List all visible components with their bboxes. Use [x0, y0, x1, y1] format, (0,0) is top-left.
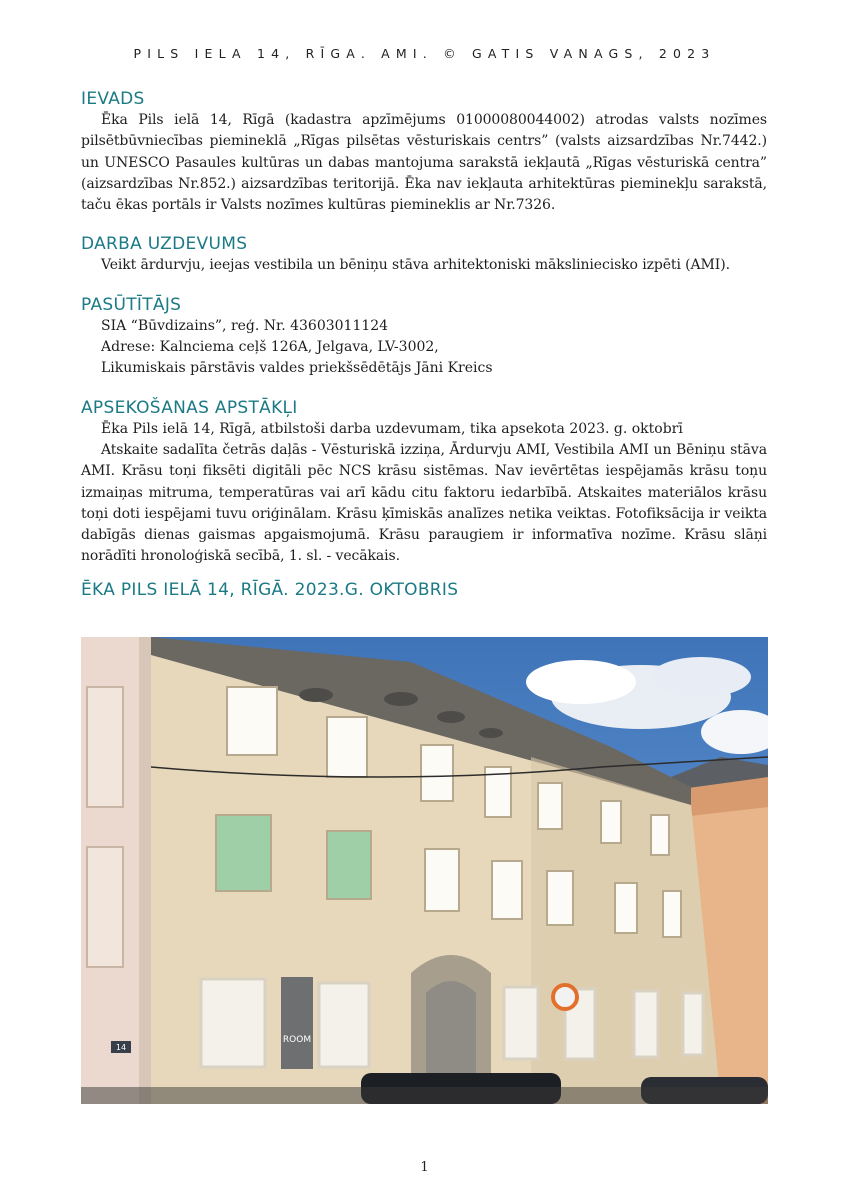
section-title-pasutitajs: PASŪTĪTĀJS: [81, 294, 182, 315]
section-title-uzdevums: DARBA UZDEVUMS: [81, 234, 248, 255]
house-number-plate: 14: [115, 1043, 127, 1052]
section-title-ievads: IEVADS: [81, 89, 145, 109]
client-details: [81, 316, 767, 380]
document-body: [81, 88, 767, 601]
client-address: Adrese: Kalnciema ceļš 126A, Jelgava, LV-3002,: [101, 339, 439, 356]
photo-section-title: ĒKA PILS IELĀ 14, RĪGĀ. 2023.G. OKTOBRIS: [81, 579, 459, 600]
running-header: PILS IELA 14, RĪGA. AMI. © GATIS VANAGS, 2023: [133, 46, 716, 61]
page-number: 1: [420, 1160, 429, 1175]
paragraph-apstakli: Atskaite sadalīta četrās daļās - Vēsturiskā izziņa, Ārdurvju AMI, Vestibila AMI un Bēniņu stāva AMI. Krāsu toņi fiksēti digitāli pēc NCS krāsu sistēmas. Nav ievērtētas iespējamās krāsu toņu izmaiņas mitruma, temperatūras vai arī kādu citu faktoru iedarbībā. Atskaites materiālos krāsu toņi doti iespējami tuvu oriģinālam. Krāsu ķīmiskās analīzes netika veiktas. Fotofiksācija ir veikta dabīgās dienas gaismas apgaismojumā. Krāsu paraugiem ir informatīva nozīme. Krāsu slāņi norādīti hronoloģiskā secībā, 1. sl. - vecākais.: [81, 441, 767, 565]
room-sign-text: ROOM: [282, 1035, 312, 1045]
building-facade-photo: [81, 637, 768, 1104]
survey-date-line: Ēka Pils ielā 14, Rīgā, atbilstoši darba uzdevumam, tika apsekota 2023. g. oktobrī: [101, 420, 683, 437]
paragraph-ievads: Ēka Pils ielā 14, Rīgā (kadastra apzīmējums 01000080044002) atrodas valsts nozīmes pilsētbūvniecības piemineklā „Rīgas pilsētas vēsturiskais centrs” (valsts aizsardzības Nr.7442.) un UNESCO Pasaules kultūras un dabas mantojuma sarakstā iekļautā „Rīgas vēsturiskā centra” (aizsardzības Nr.852.) aizsardzības teritorijā. Ēka nav iekļauta arhitektūras pieminekļu sarakstā, taču ēkas portāls ir Valsts nozīmes kultūras piemineklis ar Nr.7326.: [81, 112, 767, 214]
client-representative: Likumiskais pārstāvis valdes priekšsēdētājs Jāni Kreics: [101, 360, 493, 377]
paragraph-uzdevums: Veikt ārdurvju, ieejas vestibila un bēniņu stāva arhitektoniski mākslinieciskо izpēti (AMI).: [101, 257, 730, 274]
client-name: SIA “Būvdizains”, reģ. Nr. 43603011124: [101, 317, 389, 334]
section-title-apstakli: APSEKOŠANAS APSTĀKĻI: [81, 397, 298, 418]
